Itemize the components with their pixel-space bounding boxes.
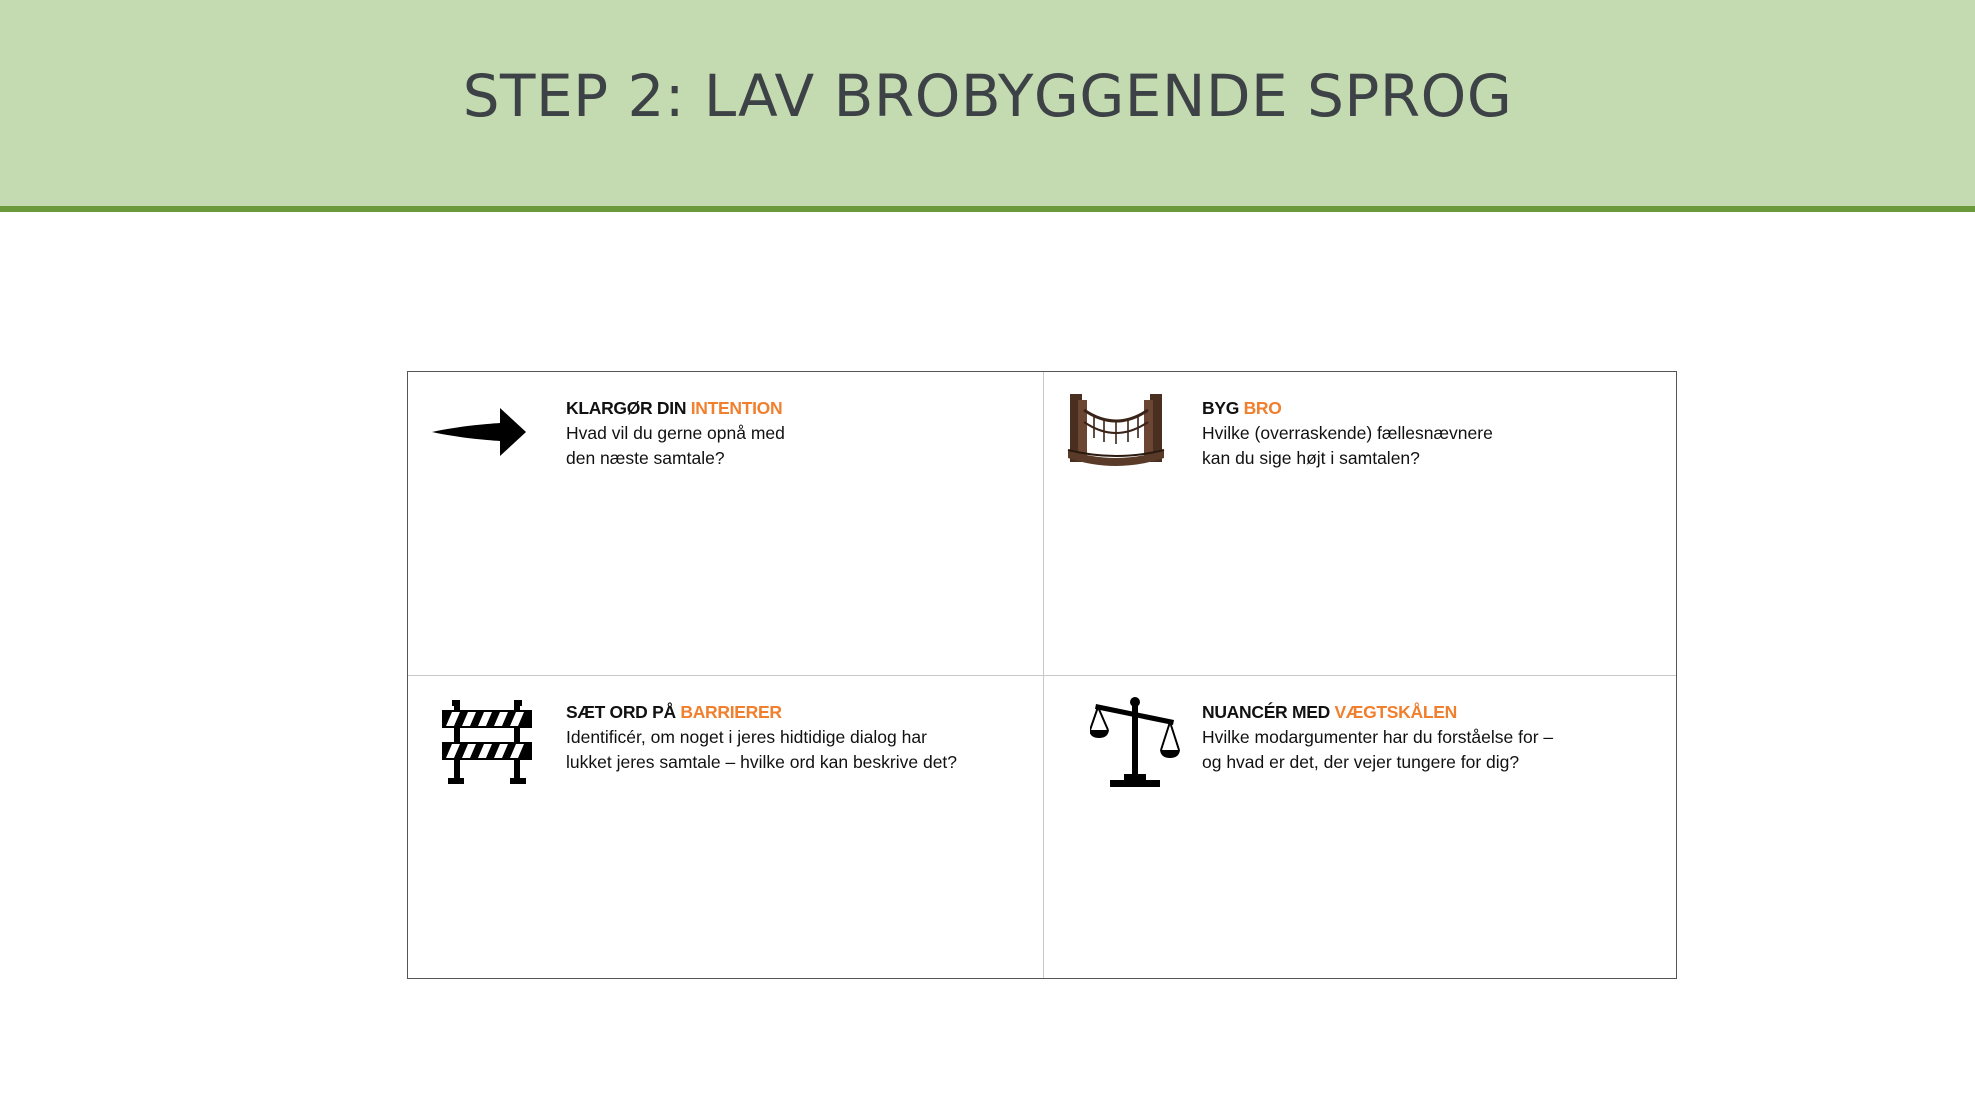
cell-body-line: Hvilke (overraskende) fællesnævnere xyxy=(1202,423,1493,443)
worksheet-grid xyxy=(407,371,1677,979)
cell-barriers xyxy=(408,676,1042,978)
cell-heading: NUANCÉR MED VÆGTSKÅLEN xyxy=(1202,702,1457,722)
cell-body-line: Hvad vil du gerne opnå med xyxy=(566,423,785,443)
arrow-right-icon xyxy=(430,404,530,465)
page-title: STEP 2: LAV BROBYGGENDE SPROG xyxy=(462,62,1513,130)
cell-barriers-text xyxy=(566,700,957,775)
cell-body-line: lukket jeres samtale – hvilke ord kan beskrive det? xyxy=(566,752,958,772)
barrier-icon xyxy=(442,700,534,789)
header-banner xyxy=(0,0,1975,212)
cell-heading: SÆT ORD PÅ BARRIERER xyxy=(566,702,782,722)
cell-body-line: den næste samtale? xyxy=(566,448,725,468)
bridge-icon xyxy=(1064,392,1168,473)
cell-intention xyxy=(408,372,1042,674)
cell-body-line: og hvad er det, der vejer tungere for dig? xyxy=(1202,752,1520,772)
cell-scales xyxy=(1044,676,1678,978)
scales-icon xyxy=(1090,696,1180,797)
cell-intention-text xyxy=(566,396,785,471)
cell-heading: KLARGØR DIN INTENTION xyxy=(566,398,783,418)
cell-body-line: Hvilke modargumenter har du forståelse for – xyxy=(1202,727,1554,747)
cell-bridge xyxy=(1044,372,1678,674)
cell-scales-text xyxy=(1202,700,1553,775)
cell-bridge-text xyxy=(1202,396,1493,471)
cell-body-line: kan du sige højt i samtalen? xyxy=(1202,448,1420,468)
cell-heading: BYG BRO xyxy=(1202,398,1282,418)
cell-body-line: Identificér, om noget i jeres hidtidige dialog har xyxy=(566,727,927,747)
